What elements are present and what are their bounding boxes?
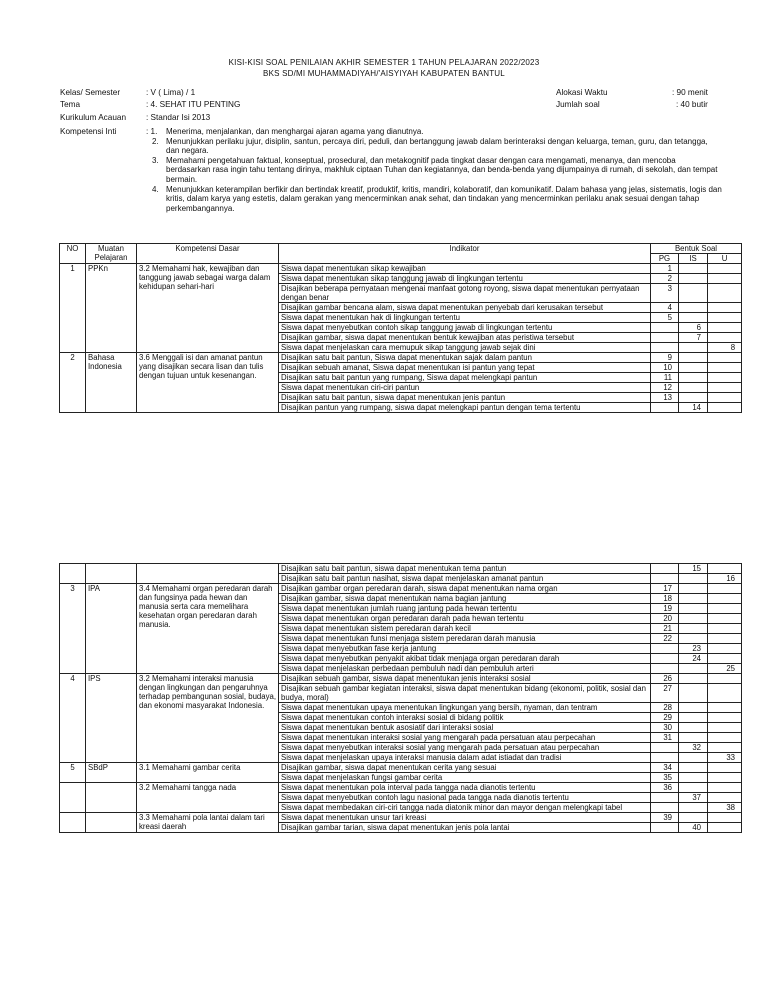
cell-indikator: Siswa dapat menjelaskan cara memupuk sikap tanggung jawab sejak dini <box>279 343 651 353</box>
cell-is <box>679 684 708 703</box>
cell-u <box>708 674 742 684</box>
cell-pg: 18 <box>651 594 679 604</box>
cell-indikator: Siswa dapat menentukan organ peredaran darah pada hewan tertentu <box>279 614 651 624</box>
cell-kompetensi-dasar: 3.2 Memahami interaksi manusia dengan lingkungan dan pengaruhnya terhadap pembangunan sosial, budaya, dan ekonomi masyarakat Indonesia. <box>137 674 279 763</box>
cell-is: 7 <box>679 333 708 343</box>
cell-is <box>679 303 708 313</box>
kompetensi-inti-text: Menunjukkan keterampilan berfikir dan bertindak kreatif, produktif, kritis, mandiri, kolaboratif, dan komunikatif. Dalam bahasa yang jelas, sistematis, logis dan kritis, dalam karya yang estetis, dalam gerakan yang mencerminkan anak sehat, dan tindakan yang mencerminkan perilaku anak sesuai dengan tahap perkembangannya. <box>166 184 722 213</box>
cell-is <box>679 373 708 383</box>
cell-indikator: Disajikan satu bait pantun nasihat, siswa dapat menjelaskan amanat pantun <box>279 574 651 584</box>
cell-kompetensi-dasar: 3.6 Menggali isi dan amanat pantun yang disajikan secara lisan dan tulis dengan tujuan untuk kesenangan. <box>137 353 279 413</box>
cell-is <box>679 803 708 813</box>
cell-indikator: Siswa dapat menentukan unsur tari kreasi <box>279 813 651 823</box>
cell-indikator: Siswa dapat menentukan pola interval pada tangga nada dianotis tertentu <box>279 783 651 793</box>
cell-pg <box>651 323 679 333</box>
cell-is: 24 <box>679 654 708 664</box>
header-pg: PG <box>651 254 679 264</box>
cell-pg: 34 <box>651 763 679 773</box>
cell-pg: 1 <box>651 264 679 274</box>
header-u: U <box>708 254 742 264</box>
cell-is <box>679 584 708 594</box>
cell-u <box>708 594 742 604</box>
cell-pg: 21 <box>651 624 679 634</box>
cell-is <box>679 264 708 274</box>
cell-pg <box>651 753 679 763</box>
cell-indikator: Siswa dapat menentukan jumlah ruang jantung pada hewan tertentu <box>279 604 651 614</box>
cell-indikator: Siswa dapat menentukan sistem peredaran darah kecil <box>279 624 651 634</box>
cell-kompetensi-dasar: 3.2 Memahami hak, kewajiban dan tanggung jawab sebagai warga dalam kehidupan sehari-hari <box>137 264 279 353</box>
cell-u <box>708 783 742 793</box>
cell-is <box>679 763 708 773</box>
cell-pg: 12 <box>651 383 679 393</box>
table-row <box>60 264 742 274</box>
cell-is <box>679 343 708 353</box>
cell-u: 8 <box>708 343 742 353</box>
cell-indikator: Disajikan satu bait pantun, siswa dapat menentukan tema pantun <box>279 564 651 574</box>
cell-is <box>679 664 708 674</box>
cell-pg: 26 <box>651 674 679 684</box>
cell-pg: 28 <box>651 703 679 713</box>
cell-indikator: Disajikan sebuah gambar, siswa dapat menentukan jenis interaksi sosial <box>279 674 651 684</box>
cell-is: 23 <box>679 644 708 654</box>
cell-pg: 20 <box>651 614 679 624</box>
cell-pg: 10 <box>651 363 679 373</box>
table-row <box>60 564 742 574</box>
cell-u <box>708 614 742 624</box>
cell-pg <box>651 803 679 813</box>
cell-pg <box>651 664 679 674</box>
cell-indikator: Disajikan gambar, siswa dapat menentukan bentuk kewajiban atas peristiwa tersebut <box>279 333 651 343</box>
cell-is: 14 <box>679 403 708 413</box>
cell-indikator: Siswa dapat menentukan ciri-ciri pantun <box>279 383 651 393</box>
kompetensi-inti-item <box>152 155 722 185</box>
cell-u <box>708 654 742 664</box>
cell-indikator: Siswa dapat menyebutkan contoh lagu nasional pada tangga nada dianotis tertentu <box>279 793 651 803</box>
cell-muatan: IPA <box>86 584 137 674</box>
cell-indikator: Siswa dapat menentukan sikap kewajiban <box>279 264 651 274</box>
header-indikator: Indikator <box>279 244 651 264</box>
cell-no: 2 <box>60 353 86 413</box>
cell-is <box>679 733 708 743</box>
kurikulum-label: Kurikulum Acauan <box>60 113 126 122</box>
cell-is <box>679 773 708 783</box>
kompetensi-inti-number: 3. <box>152 155 159 165</box>
cell-pg: 11 <box>651 373 679 383</box>
tema-value: : 4. SEHAT ITU PENTING <box>146 100 241 109</box>
cell-u <box>708 564 742 574</box>
cell-muatan: Bahasa Indonesia <box>86 353 137 413</box>
cell-pg <box>651 564 679 574</box>
cell-is <box>679 383 708 393</box>
cell-is: 40 <box>679 823 708 833</box>
cell-kompetensi-dasar: 3.1 Memahami gambar cerita <box>137 763 279 783</box>
cell-muatan <box>86 783 137 813</box>
cell-u <box>708 723 742 733</box>
document-title: KISI-KISI SOAL PENILAIAN AKHIR SEMESTER 1 TAHUN PELAJARAN 2022/2023 <box>228 58 540 67</box>
cell-is <box>679 753 708 763</box>
kompetensi-inti-text: Memahami pengetahuan faktual, konseptual, prosedural, dan metakognitif pada tingkat dasar dengan cara mengamati, menanya, dan mencoba berdasarkan rasa ingin tahu tentang dirinya, makhluk ciptaan Tuhan dan kegiatannya, dan benda-benda yang dijumpainya di rumah, di sekolah, dan tempat bermain. <box>166 155 718 184</box>
cell-u <box>708 383 742 393</box>
cell-indikator: Siswa dapat menentukan hak di lingkungan tertentu <box>279 313 651 323</box>
cell-pg: 4 <box>651 303 679 313</box>
cell-u <box>708 684 742 703</box>
cell-u <box>708 793 742 803</box>
cell-pg: 29 <box>651 713 679 723</box>
cell-pg: 19 <box>651 604 679 614</box>
cell-indikator: Disajikan pantun yang rumpang, siswa dapat melengkapi pantun dengan tema tertentu <box>279 403 651 413</box>
cell-u <box>708 624 742 634</box>
kompetensi-inti-list <box>152 127 722 213</box>
kompetensi-inti-item <box>152 184 722 214</box>
cell-pg <box>651 333 679 343</box>
cell-is <box>679 393 708 403</box>
cell-pg <box>651 644 679 654</box>
cell-muatan: SBdP <box>86 763 137 783</box>
cell-u <box>708 634 742 644</box>
cell-indikator: Disajikan satu bait pantun, siswa dapat menentukan jenis pantun <box>279 393 651 403</box>
cell-u <box>708 713 742 723</box>
cell-u <box>708 813 742 823</box>
cell-pg: 2 <box>651 274 679 284</box>
cell-muatan: IPS <box>86 674 137 763</box>
cell-u <box>708 333 742 343</box>
cell-pg: 35 <box>651 773 679 783</box>
cell-indikator: Siswa dapat menentukan interaksi sosial yang mengarah pada persatuan atau perpecahan <box>279 733 651 743</box>
cell-pg: 36 <box>651 783 679 793</box>
cell-pg: 27 <box>651 684 679 703</box>
cell-is <box>679 313 708 323</box>
cell-muatan <box>86 813 137 833</box>
cell-is <box>679 813 708 823</box>
cell-pg: 22 <box>651 634 679 644</box>
cell-is: 32 <box>679 743 708 753</box>
table-row <box>60 813 742 823</box>
kompetensi-inti-number: 2. <box>152 136 159 146</box>
kisi-table-page1 <box>59 243 742 413</box>
cell-indikator: Siswa dapat membedakan ciri-ciri tangga nada diatonik minor dan mayor dengan melengkapi tabel <box>279 803 651 813</box>
cell-indikator: Siswa dapat menentukan sikap tanggung jawab di lingkungan tertentu <box>279 274 651 284</box>
cell-u <box>708 284 742 303</box>
cell-is <box>679 363 708 373</box>
header-bentuk-soal: Bentuk Soal <box>651 244 742 254</box>
cell-u <box>708 703 742 713</box>
cell-indikator: Siswa dapat menyebutkan interaksi sosial yang mengarah pada persatuan atau perpecahan <box>279 743 651 753</box>
cell-u <box>708 733 742 743</box>
cell-indikator: Disajikan gambar, siswa dapat menentukan nama bagian jantung <box>279 594 651 604</box>
cell-u <box>708 743 742 753</box>
cell-u <box>708 313 742 323</box>
cell-is: 15 <box>679 564 708 574</box>
cell-indikator: Disajikan sebuah amanat, Siswa dapat menentukan isi pantun yang tepat <box>279 363 651 373</box>
cell-u <box>708 763 742 773</box>
table-row <box>60 763 742 773</box>
kelas-label: Kelas/ Semester <box>60 88 121 97</box>
table-row <box>60 783 742 793</box>
cell-is <box>679 703 708 713</box>
cell-pg: 17 <box>651 584 679 594</box>
cell-no: 1 <box>60 264 86 353</box>
cell-kompetensi-dasar: 3.3 Memahami pola lantai dalam tari kreasi daerah <box>137 813 279 833</box>
cell-pg <box>651 403 679 413</box>
cell-is <box>679 674 708 684</box>
cell-pg <box>651 574 679 584</box>
cell-indikator: Disajikan sebuah gambar kegiatan interaksi, siswa dapat menentukan bidang (ekonomi, politik, sosial dan budya, moral) <box>279 684 651 703</box>
cell-u <box>708 274 742 284</box>
document-subtitle: BKS SD/MI MUHAMMADIYAH/'AISYIYAH KABUPATEN BANTUL <box>263 69 505 78</box>
cell-pg: 9 <box>651 353 679 363</box>
alokasi-value: : 90 menit <box>672 88 708 97</box>
cell-u: 25 <box>708 664 742 674</box>
cell-indikator: Siswa dapat menyebutkan penyakit akibat tidak menjaga organ peredaran darah <box>279 654 651 664</box>
cell-u: 33 <box>708 753 742 763</box>
kurikulum-value: : Standar Isi 2013 <box>146 113 211 122</box>
table-row <box>60 584 742 594</box>
cell-no <box>60 564 86 584</box>
cell-pg <box>651 654 679 664</box>
cell-muatan <box>86 564 137 584</box>
cell-no: 5 <box>60 763 86 783</box>
cell-muatan: PPKn <box>86 264 137 353</box>
cell-u <box>708 604 742 614</box>
cell-is: 6 <box>679 323 708 333</box>
cell-is: 37 <box>679 793 708 803</box>
cell-indikator: Disajikan gambar bencana alam, siswa dapat menentukan penyebab dari kerusakan tersebut <box>279 303 651 313</box>
cell-indikator: Disajikan satu bait pantun yang rumpang, Siswa dapat melengkapi pantun <box>279 373 651 383</box>
cell-u <box>708 584 742 594</box>
cell-pg: 5 <box>651 313 679 323</box>
kompetensi-inti-label: Kompetensi Inti <box>60 127 117 136</box>
alokasi-label: Alokasi Waktu <box>556 88 608 97</box>
cell-is <box>679 614 708 624</box>
cell-kompetensi-dasar: 3.2 Memahami tangga nada <box>137 783 279 813</box>
cell-is <box>679 713 708 723</box>
cell-u <box>708 773 742 783</box>
jumlah-value: : 40 butir <box>676 100 708 109</box>
cell-is <box>679 353 708 363</box>
cell-pg <box>651 793 679 803</box>
cell-is <box>679 604 708 614</box>
kompetensi-inti-text: Menunjukkan perilaku jujur, disiplin, santun, percaya diri, peduli, dan bertanggung jawab dalam berinteraksi dengan keluarga, teman, guru, dan tetangga, dan negara. <box>166 136 708 156</box>
table-row <box>60 353 742 363</box>
header-kompetensi-dasar: Kompetensi Dasar <box>137 244 279 264</box>
cell-u <box>708 823 742 833</box>
cell-pg: 30 <box>651 723 679 733</box>
cell-u: 16 <box>708 574 742 584</box>
cell-u <box>708 353 742 363</box>
cell-pg <box>651 823 679 833</box>
cell-is <box>679 723 708 733</box>
cell-indikator: Siswa dapat menentukan bentuk asosiatif dari interaksi sosial <box>279 723 651 733</box>
cell-is <box>679 574 708 584</box>
cell-u <box>708 363 742 373</box>
cell-pg: 3 <box>651 284 679 303</box>
cell-indikator: Disajikan beberapa pernyataan mengenai manfaat gotong royong, siswa dapat menentukan pernyataan dengan benar <box>279 284 651 303</box>
cell-indikator: Siswa dapat menentukan funsi menjaga sistem peredaran darah manusia <box>279 634 651 644</box>
cell-kompetensi-dasar <box>137 564 279 584</box>
cell-indikator: Siswa dapat menentukan contoh interaksi sosial di bidang politik <box>279 713 651 723</box>
cell-u <box>708 303 742 313</box>
cell-pg: 31 <box>651 733 679 743</box>
header-no: NO <box>60 244 86 264</box>
header-is: IS <box>679 254 708 264</box>
cell-u <box>708 403 742 413</box>
kompetensi-inti-item <box>166 127 722 137</box>
cell-is <box>679 624 708 634</box>
cell-pg: 13 <box>651 393 679 403</box>
cell-is <box>679 274 708 284</box>
cell-u <box>708 393 742 403</box>
cell-u <box>708 323 742 333</box>
cell-u <box>708 373 742 383</box>
cell-indikator: Disajikan satu bait pantun, Siswa dapat menentukan sajak dalam pantun <box>279 353 651 363</box>
table-row <box>60 674 742 684</box>
cell-indikator: Siswa dapat menjelaskan perbedaan pembuluh nadi dan pembuluh arteri <box>279 664 651 674</box>
cell-is <box>679 594 708 604</box>
cell-indikator: Disajikan gambar organ peredaran darah, siswa dapat menentukan nama organ <box>279 584 651 594</box>
cell-is <box>679 284 708 303</box>
cell-indikator: Siswa dapat menjelaskan fungsi gambar cerita <box>279 773 651 783</box>
cell-no: 4 <box>60 674 86 763</box>
kompetensi-inti-item <box>152 136 722 156</box>
cell-indikator: Siswa dapat menjelaskan upaya interaksi manusia dalam adat istiadat dan tradisi <box>279 753 651 763</box>
kelas-value: : V ( Lima) / 1 <box>146 88 196 97</box>
cell-kompetensi-dasar: 3.4 Memahami organ peredaran darah dan fungsinya pada hewan dan manusia serta cara memelihara kesehatan organ peredaran darah manusia. <box>137 584 279 674</box>
cell-pg <box>651 743 679 753</box>
cell-u <box>708 644 742 654</box>
cell-indikator: Disajikan gambar tarian, siswa dapat menentukan jenis pola lantai <box>279 823 651 833</box>
kompetensi-inti-text: Menerima, menjalankan, dan menghargai ajaran agama yang dianutnya. <box>166 127 424 136</box>
cell-is <box>679 783 708 793</box>
jumlah-label: Jumlah soal <box>556 100 600 109</box>
cell-indikator: Siswa dapat menyebutkan contoh sikap tanggung jawab di lingkungan tertentu <box>279 323 651 333</box>
cell-indikator: Siswa dapat menyebutkan fase kerja jantung <box>279 644 651 654</box>
header-muatan: Muatan Pelajaran <box>86 244 137 264</box>
cell-u: 38 <box>708 803 742 813</box>
cell-no: 3 <box>60 584 86 674</box>
kisi-table-page2 <box>59 563 742 833</box>
tema-label: Tema <box>60 100 81 109</box>
kompetensi-inti-number: 4. <box>152 184 159 194</box>
kompetensi-inti-colon: : 1. <box>146 127 158 136</box>
cell-is <box>679 634 708 644</box>
cell-pg: 39 <box>651 813 679 823</box>
cell-indikator: Disajikan gambar, siswa dapat menentukan cerita yang sesuai <box>279 763 651 773</box>
cell-indikator: Siswa dapat menentukan upaya menentukan lingkungan yang bersih, nyaman, dan tentram <box>279 703 651 713</box>
cell-no <box>60 783 86 813</box>
cell-u <box>708 264 742 274</box>
cell-no <box>60 813 86 833</box>
cell-pg <box>651 343 679 353</box>
